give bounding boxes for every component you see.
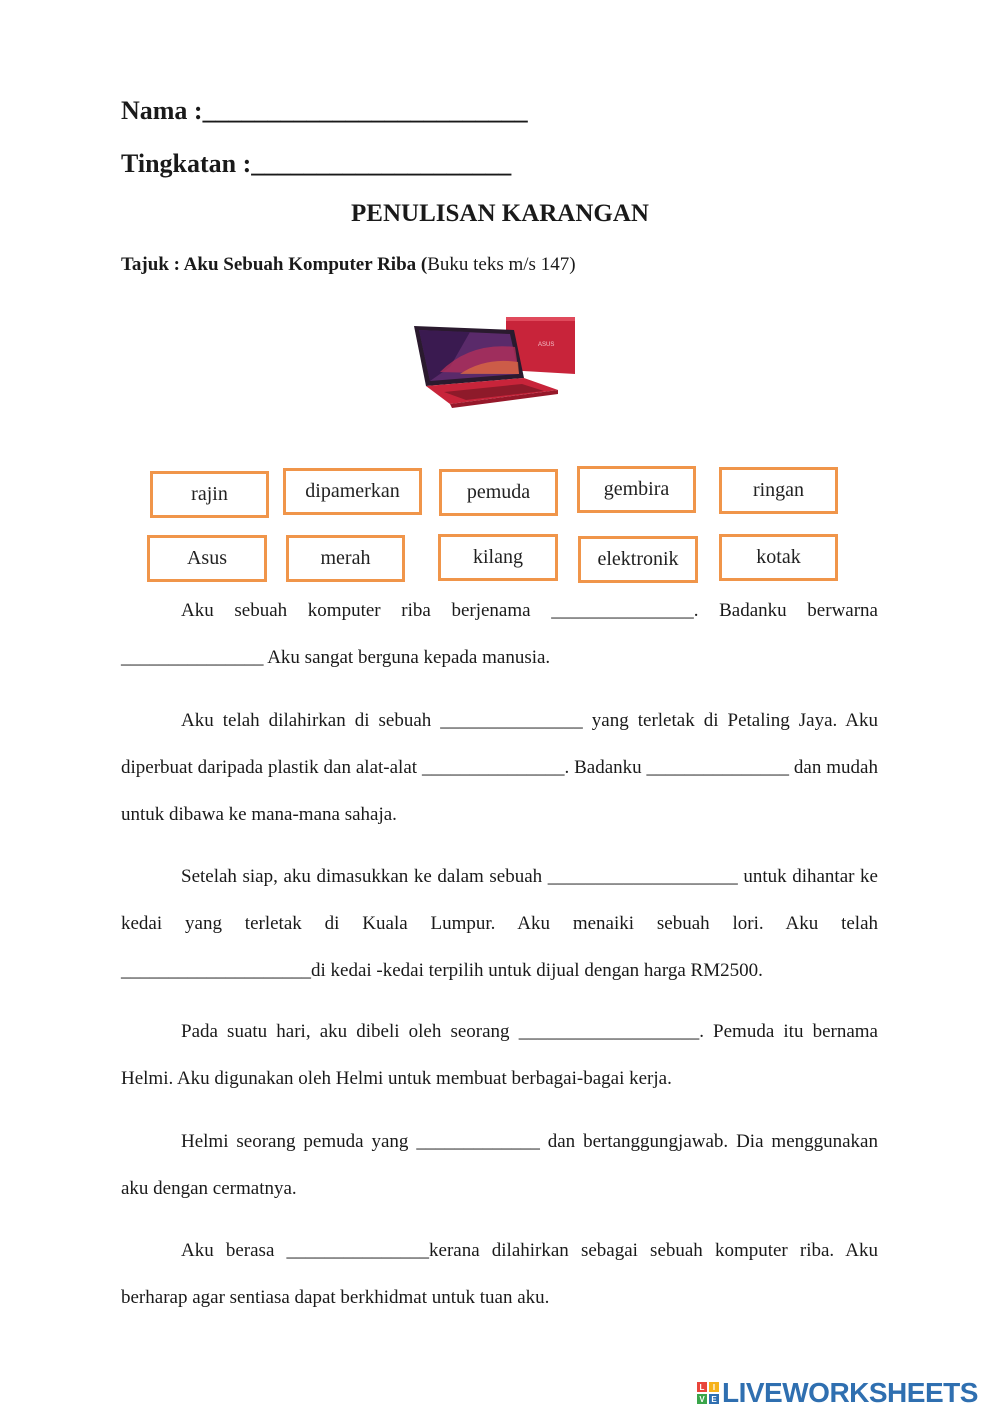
paragraph-3 xyxy=(121,853,878,994)
logo-letter: V xyxy=(697,1394,707,1404)
paragraph-text: Aku sangat berguna kepada manusia. xyxy=(263,647,551,668)
paragraph-text: Aku telah dilahirkan di sebuah xyxy=(181,710,441,731)
paragraph-text: kerana dilahirkan sebagai sebuah komputer riba. Aku berharap agar sentiasa dapat berkhidmat untuk tuan aku. xyxy=(121,1240,878,1308)
paragraph-text: di kedai -kedai terpilih untuk dijual dengan harga RM2500. xyxy=(311,960,763,981)
paragraph-text: . Badanku xyxy=(564,757,647,778)
answer-blank[interactable]: _______________ xyxy=(551,600,694,621)
paragraph-text: dan bertanggungjawab. Dia menggunakan aku dengan cermatnya. xyxy=(121,1131,878,1199)
paragraph-text: Setelah siap, aku dimasukkan ke dalam sebuah xyxy=(181,866,548,887)
paragraph-text: Helmi seorang pemuda yang xyxy=(181,1131,417,1152)
name-field: Nama :_________________________ xyxy=(121,96,528,125)
paragraph-1 xyxy=(121,587,878,681)
paragraph-text: . Pemuda itu bernama Helmi. Aku digunakan oleh Helmi untuk membuat berbagai-bagai kerja. xyxy=(121,1021,878,1089)
word-box[interactable]: elektronik xyxy=(578,536,698,583)
answer-blank[interactable]: ___________________ xyxy=(518,1021,700,1042)
word-box[interactable]: merah xyxy=(286,535,405,582)
word-box[interactable]: Asus xyxy=(147,535,267,582)
logo-text: LIVEWORKSHEETS xyxy=(722,1377,978,1408)
answer-blank[interactable]: _______________ xyxy=(421,757,565,778)
logo-letter: I xyxy=(709,1382,719,1392)
paragraph-5 xyxy=(121,1118,878,1212)
logo-grid-icon xyxy=(697,1382,719,1404)
answer-blank[interactable]: _____________ xyxy=(416,1131,540,1152)
paragraph-6 xyxy=(121,1227,878,1321)
page-title: PENULISAN KARANGAN xyxy=(351,200,649,227)
paragraph-text: . Badanku berwarna xyxy=(693,600,878,621)
topic-line xyxy=(121,254,576,276)
topic-label: Tajuk : Aku Sebuah Komputer Riba ( xyxy=(121,254,428,275)
answer-blank[interactable]: ____________________ xyxy=(547,866,738,887)
class-field: Tingkatan :____________________ xyxy=(121,149,512,178)
word-box[interactable]: ringan xyxy=(719,467,838,514)
paragraph-text: Aku sebuah komputer riba berjenama xyxy=(181,600,552,621)
logo-letter: E xyxy=(709,1394,719,1404)
answer-blank[interactable]: ____________________ xyxy=(121,960,311,981)
answer-blank[interactable]: _______________ xyxy=(121,647,264,668)
paragraph-text: yang terletak di Petaling Jaya. Aku diperbuat daripada plastik dan alat-alat xyxy=(121,710,878,778)
logo-letter: L xyxy=(697,1382,707,1392)
paragraph-text: dan mudah untuk dibawa ke mana-mana sahaja. xyxy=(121,757,878,825)
word-box[interactable]: kilang xyxy=(438,534,558,581)
answer-blank[interactable]: _______________ xyxy=(440,710,583,731)
paragraph-4 xyxy=(121,1008,878,1102)
laptop-image xyxy=(410,312,582,408)
laptop-icon xyxy=(410,312,582,408)
paragraph-text: Aku berasa xyxy=(181,1240,287,1261)
topic-reference: Buku teks m/s 147) xyxy=(427,254,576,275)
answer-blank[interactable]: _______________ xyxy=(646,757,790,778)
word-box[interactable]: kotak xyxy=(719,534,838,581)
word-box[interactable]: pemuda xyxy=(439,469,558,516)
paragraph-text: untuk dihantar ke kedai yang terletak di Kuala Lumpur. Aku menaiki sebuah lori. Aku telah xyxy=(121,866,878,934)
word-box[interactable]: gembira xyxy=(577,466,696,513)
answer-blank[interactable]: _______________ xyxy=(286,1240,430,1261)
brand-text: ASUS xyxy=(538,342,555,348)
word-box[interactable]: rajin xyxy=(150,471,269,518)
paragraph-2 xyxy=(121,697,878,838)
liveworksheets-logo[interactable] xyxy=(697,1376,978,1410)
word-box[interactable]: dipamerkan xyxy=(283,468,422,515)
paragraph-text: Pada suatu hari, aku dibeli oleh seorang xyxy=(181,1021,519,1042)
